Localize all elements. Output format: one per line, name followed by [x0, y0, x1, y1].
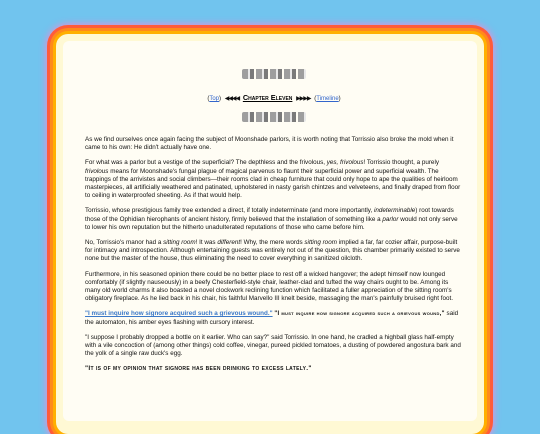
ornamental-divider-top: [242, 69, 306, 79]
ornamental-divider-bottom: [242, 112, 306, 122]
top-link[interactable]: Top: [209, 96, 220, 102]
paragraph-5: Furthermore, in his seasoned opinion there could be no better place to rest off a wicked hangover; the adept himself now lounged comfortably (if slightly nauseously) in a beefy Chesterfield-style chair, leather-clad and tufted the way chairs ought to be. Among its many old world charms it also boasted a novel clockwork reclining function which facilitated a fuller appreciation of the sitting room's obligatory fireplace. As he lied back in his chair, his faithful Marvello III knelt beside, massaging the man's painfully bruised right foot.: [85, 270, 454, 303]
dialogue-quote: [85, 310, 463, 326]
quote-text: "I must inquire how signore acquired such a grievous wound,": [274, 311, 445, 318]
left-arrows-icon: ◀◀◀◀: [224, 96, 240, 102]
chapter-navigation: (Top) ◀◀◀◀ Chapter Eleven ▶▶▶▶ (Timeline): [207, 93, 341, 102]
timeline-link[interactable]: Timeline: [316, 96, 339, 102]
paragraph-7: "It is of my opinion that signore has been drinking to excess lately.": [85, 365, 312, 373]
paragraph-3: Torrissio, whose prestigious family tree extended a direct, if totally indeterminate (and more importantly, indeterminable) root towards those of the Ophidian hierophants of ancient history, firmly believed that the installation of something like a parlor would not only serve to lower his own reputation but the hitherto unadulterated reputations of those who came before him.: [85, 207, 458, 231]
paragraph-4: No, Torrissio's manor had a sitting room! It was different! Why, the mere words sitting room implied a far, far cozier affair, purpose-built for intimacy and introspection. Although entertaining guests was entirely not out of the question, this chamber primarily existed to serve none but the master of the house, thus eliminating the need to cover everything in sanitized oilcloth.: [85, 239, 460, 263]
chapter-title: Chapter Eleven: [242, 93, 293, 102]
voice-link[interactable]: "I must inquire how signore acquired such a grievous wound.": [85, 310, 273, 318]
quote-tail: said the automaton, his amber eyes flashing with cursory interest.: [85, 310, 459, 326]
paragraph-2: For what was a parlor but a vestige of the superficial? The depthless and the frivolous, yes, frivolous! Torrissio thought, a purely frivolous means for Moonshade's fungal plague of magical parvenus to flaunt their superficial power and superficial wealth. The trappings of the arrivistes and social climbers—their rooms clad in cheap furniture that could only hope to ape the qualities of heirloom masterpieces, all artificially weathered and patinated, upholstered in nasty garish chintzes and velveteens, and finally draped from floor to ceiling in waterproofed sheeting. As if that would help.: [85, 159, 461, 200]
story-page: [63, 41, 477, 421]
paragraph-1: As we find ourselves once again facing the subject of Moonshade parlors, it is worth noting that Torrissio also broke the mold when it came to his own: He didn't actually have one.: [85, 136, 454, 152]
paragraph-6: "I suppose I probably dropped a bottle on it earlier. Who can say?" said Torrissio. In one hand, he cradled a highball glass half-empty with a vile concoction of (among other things) cold coffee, vinegar, pureed pickled tomatoes, a dusting of powdered angostura bark and the yolk of a single raw duck's egg.: [85, 333, 461, 358]
right-arrows-icon: ▶▶▶▶: [296, 96, 311, 102]
